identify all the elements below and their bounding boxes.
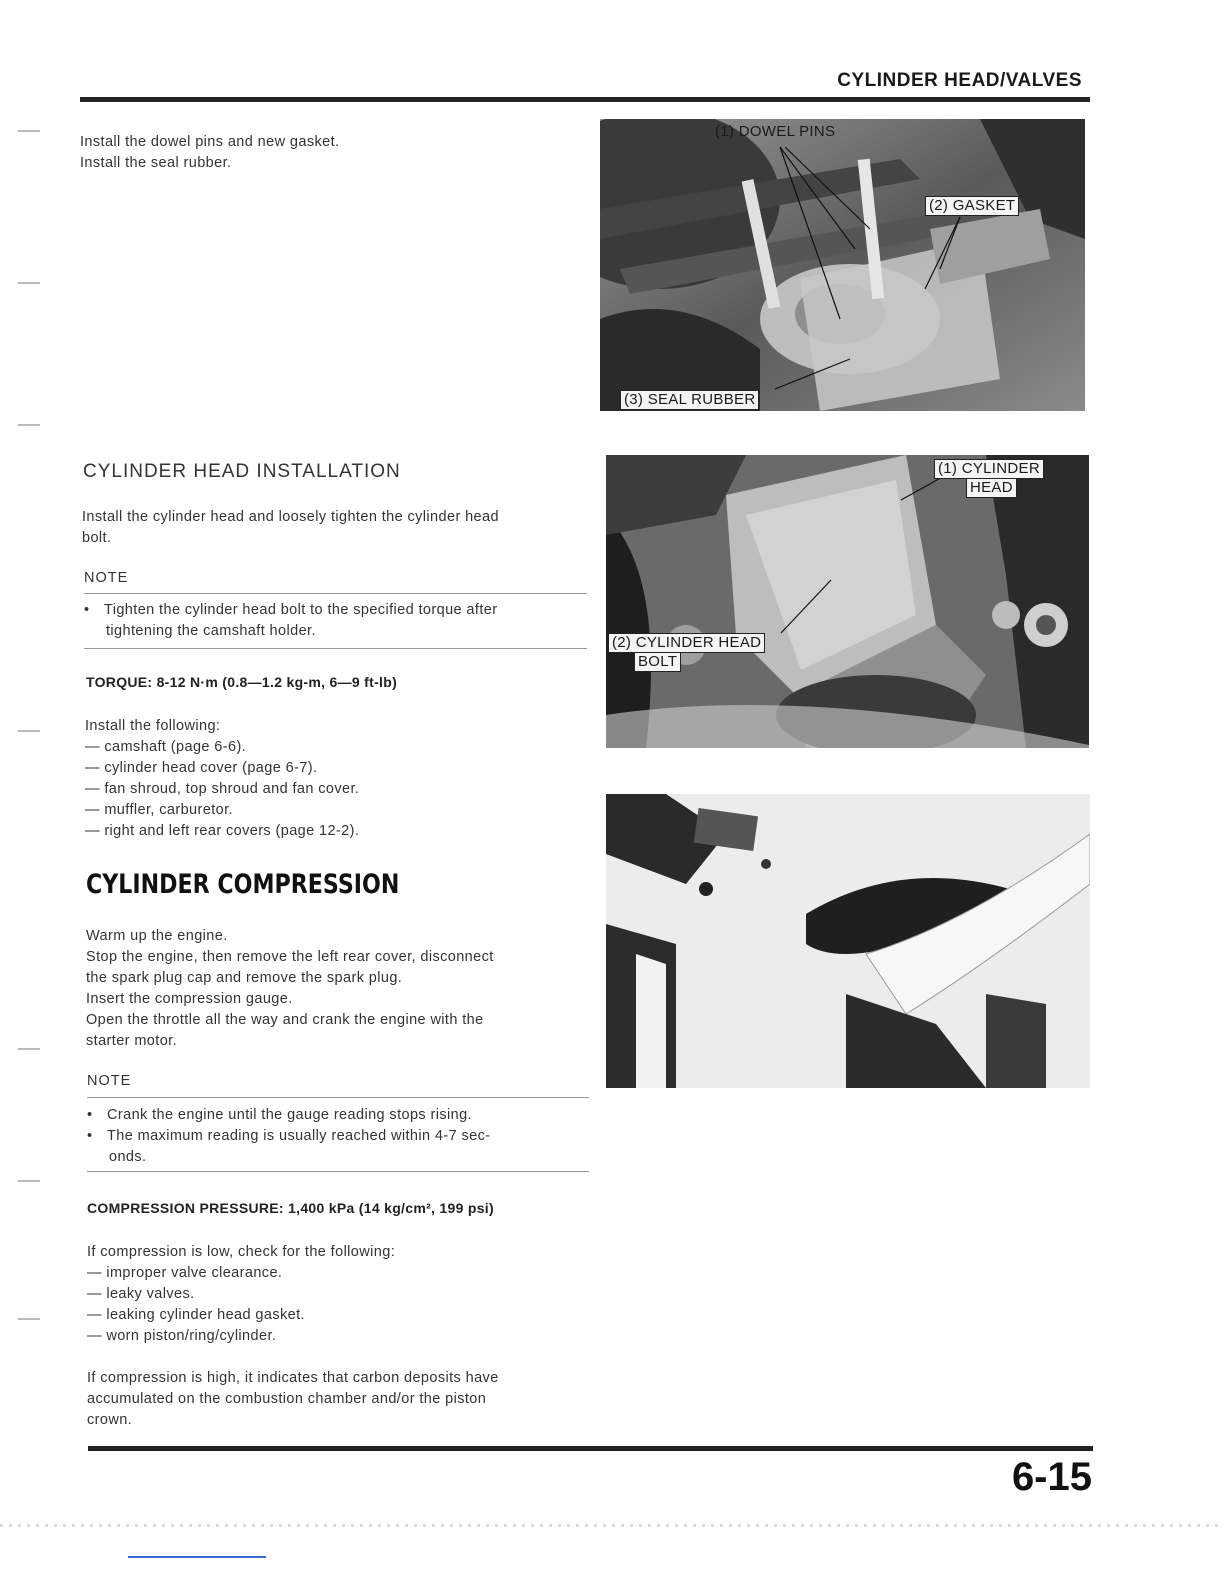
low-item: — worn piston/ring/cylinder. (87, 1328, 277, 1344)
install-note-line: tightening the camshaft holder. (106, 623, 316, 639)
margin-mark (18, 1318, 40, 1320)
callout-head-bolt-1: (2) CYLINDER HEAD (608, 633, 765, 653)
note-top-rule (84, 593, 587, 594)
torque-spec: TORQUE: 8-12 N·m (0.8—1.2 kg-m, 6—9 ft-lb) (86, 674, 398, 690)
callout-cylinder-head-1: (1) CYLINDER (934, 459, 1044, 479)
intro-text (80, 132, 580, 174)
note-bottom-rule (87, 1171, 589, 1172)
compression-note-label: NOTE (87, 1073, 132, 1089)
scan-artifact (0, 1524, 1224, 1527)
compression-heading: CYLINDER COMPRESSION (86, 869, 400, 900)
install-para-line: bolt. (82, 530, 112, 546)
install-paragraph (82, 507, 587, 549)
margin-mark (18, 1180, 40, 1182)
install-para-line: Install the cylinder head and loosely tighten the cylinder head (82, 509, 499, 525)
low-item: — leaky valves. (87, 1286, 195, 1302)
photo-compression-gauge (606, 794, 1090, 1088)
photo-cylinder-head (606, 455, 1089, 748)
compression-note-line: onds. (109, 1149, 147, 1165)
compression-line: starter motor. (86, 1033, 178, 1049)
callout-head-bolt-2: BOLT (634, 653, 681, 672)
margin-mark (18, 1048, 40, 1050)
install-note-line: Tighten the cylinder head bolt to the specified torque after (104, 602, 498, 618)
compression-low-checks (87, 1242, 587, 1347)
compression-line: Open the throttle all the way and crank the engine with the (86, 1012, 484, 1028)
intro-line: Install the dowel pins and new gasket. (80, 134, 340, 150)
photo-dowel-pins-image (600, 119, 1085, 411)
high-line: accumulated on the combustion chamber and/or the piston (87, 1391, 487, 1407)
install-heading: CYLINDER HEAD INSTALLATION (83, 461, 401, 482)
bullet: • (87, 1128, 93, 1144)
callout-cylinder-head-2: HEAD (966, 479, 1017, 498)
photo-cylinder-head-image (606, 455, 1089, 748)
compression-note (87, 1105, 592, 1168)
page-number: 6-15 (1011, 1455, 1092, 1499)
header-rule (80, 97, 1090, 102)
compression-line: Warm up the engine. (86, 928, 228, 944)
install-following (85, 716, 585, 842)
margin-mark (18, 130, 40, 132)
compression-steps (86, 926, 589, 1052)
following-item: — muffler, carburetor. (85, 802, 233, 818)
footer-rule (88, 1446, 1093, 1451)
callout-seal-rubber: (3) SEAL RUBBER (620, 390, 759, 410)
following-item: — camshaft (page 6-6). (85, 739, 247, 755)
intro-line: Install the seal rubber. (80, 155, 232, 171)
following-item: — cylinder head cover (page 6-7). (85, 760, 318, 776)
bullet: • (84, 602, 90, 618)
header-title: CYLINDER HEAD/VALVES (837, 70, 1082, 91)
photo-dowel-pins-gasket (600, 119, 1085, 411)
compression-note-line: The maximum reading is usually reached within 4-7 sec- (107, 1128, 491, 1144)
high-line: crown. (87, 1412, 133, 1428)
note-bottom-rule (84, 648, 587, 649)
following-item: — right and left rear covers (page 12-2). (85, 823, 360, 839)
scan-artifact-line (128, 1556, 266, 1558)
install-note-label: NOTE (84, 570, 129, 586)
photo-compression-image (606, 794, 1090, 1088)
high-line: If compression is high, it indicates that carbon deposits have (87, 1370, 499, 1386)
callout-gasket: (2) GASKET (925, 196, 1019, 216)
compression-line: Stop the engine, then remove the left rear cover, disconnect (86, 949, 494, 965)
low-intro: If compression is low, check for the following: (87, 1244, 396, 1260)
margin-mark (18, 424, 40, 426)
margin-mark (18, 730, 40, 732)
compression-line: Insert the compression gauge. (86, 991, 293, 1007)
following-item: — fan shroud, top shroud and fan cover. (85, 781, 360, 797)
margin-mark (18, 282, 40, 284)
note-top-rule (87, 1097, 589, 1098)
compression-line: the spark plug cap and remove the spark plug. (86, 970, 403, 986)
following-intro: Install the following: (85, 718, 221, 734)
callout-dowel-pins: (1) DOWEL PINS (715, 123, 836, 140)
bullet: • (87, 1107, 93, 1123)
compression-high-note (87, 1368, 590, 1431)
compression-pressure-spec: COMPRESSION PRESSURE: 1,400 kPa (14 kg/cm², 199 psi) (87, 1200, 494, 1216)
low-item: — leaking cylinder head gasket. (87, 1307, 305, 1323)
compression-note-line: Crank the engine until the gauge reading stops rising. (107, 1107, 472, 1123)
install-note (84, 600, 589, 642)
low-item: — improper valve clearance. (87, 1265, 283, 1281)
